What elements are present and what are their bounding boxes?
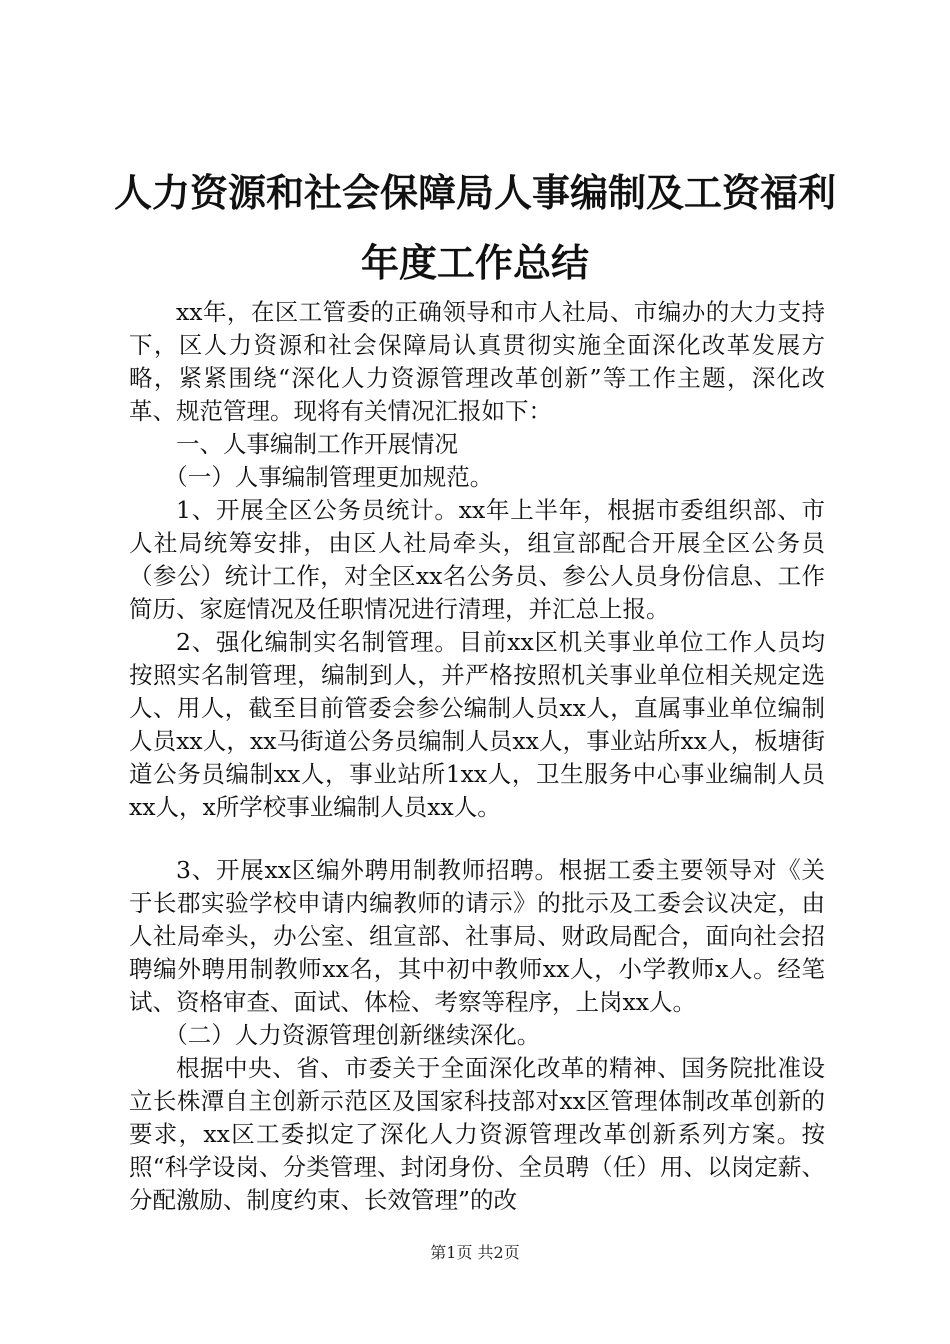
subsection-heading: （一）人事编制管理更加规范。 <box>164 463 494 491</box>
intro-paragraph: xx年，在区工管委的正确领导和市人社局、市编办的大力支持下，区人力资源和社会保障局认真贯彻实施全面深化改革发展方略，紧紧围绕“深化人力资源管理改革创新”等工作主题，深化改革、规范管理。现将有关情况汇报如下： <box>129 298 825 425</box>
body-paragraph: 2、强化编制实名制管理。目前xx区机关事业单位工作人员均按照实名制管理，编制到人，并严格按照机关事业单位相关规定选人、用人，截至目前管委会参公编制人员xx人，直属事业单位编制人员xx人，xx马街道公务员编制人员xx人，事业站所xx人，板塘街道公务员编制xx人，事业站所1xx人，卫生服务中心事业编制人员xx人，x所学校事业编制人员xx人。 <box>129 628 825 821</box>
section-heading: 一、人事编制工作开展情况 <box>176 430 458 458</box>
document-title: 人力资源和社会保障局人事编制及工资福利年度工作总结 <box>113 170 836 285</box>
body-paragraph: 3、开展xx区编外聘用制教师招聘。根据工委主要领导对《关于长郡实验学校申请内编教师的请示》的批示及工委会议决定，由人社局牵头，办公室、组宣部、社事局、财政局配合，面向社会招聘编外聘用制教师xx名，其中初中教师xx人，小学教师x人。经笔试、资格审查、面试、体检、考察等程序，上岗xx人。 <box>129 856 825 1016</box>
subsection-heading: （二）人力资源管理创新继续深化。 <box>164 1021 541 1049</box>
page-footer: 第1页 共2页 <box>430 1243 520 1262</box>
document-body <box>129 296 825 1217</box>
body-paragraph: 根据中央、省、市委关于全面深化改革的精神、国务院批准设立长株潭自主创新示范区及国家科技部对xx区管理体制改革创新的要求，xx区工委拟定了深化人力资源管理改革创新系列方案。按照“科学设岗、分类管理、封闭身份、全员聘（任）用、以岗定薪、分配激励、制度约束、长效管理”的改 <box>129 1054 825 1214</box>
body-paragraph: 1、开展全区公务员统计。xx年上半年，根据市委组织部、市人社局统筹安排，由区人社局牵头，组宣部配合开展全区公务员（参公）统计工作，对全区xx名公务员、参公人员身份信息、工作简历、家庭情况及任职情况进行清理，并汇总上报。 <box>129 496 825 623</box>
